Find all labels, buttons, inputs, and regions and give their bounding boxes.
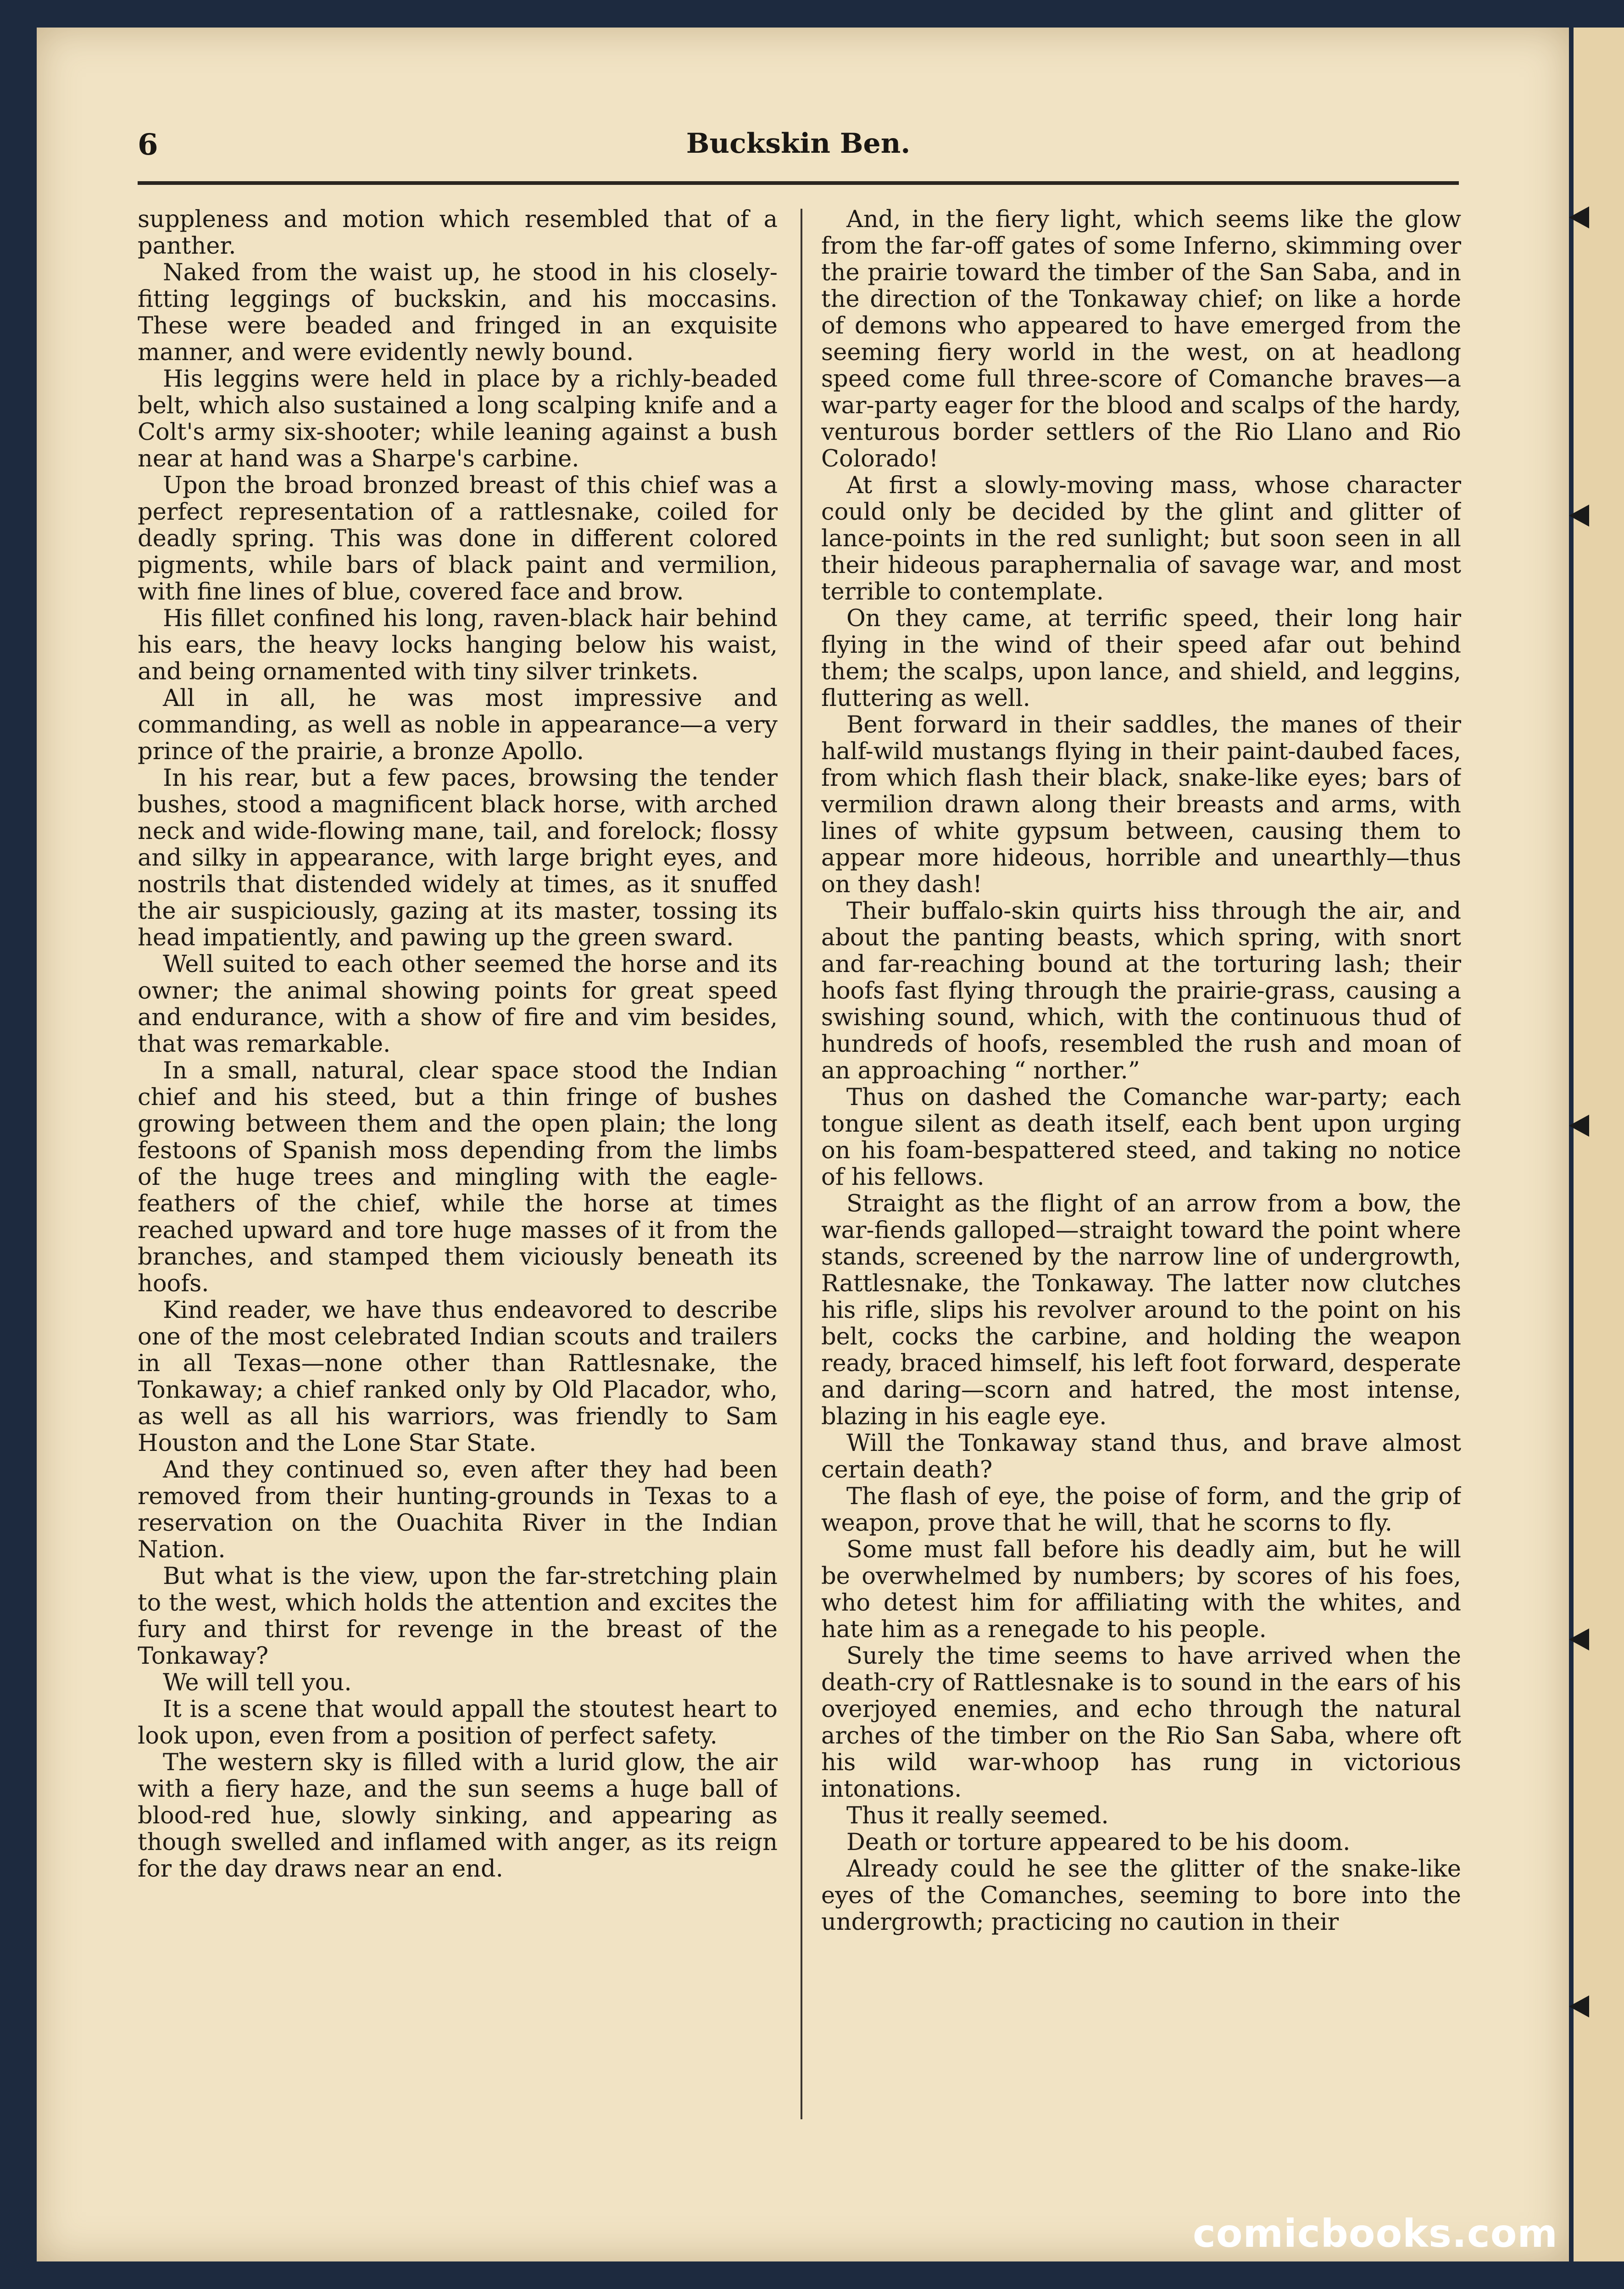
paragraph: Some must fall before his deadly aim, but he will be overwhelmed by numbers; by scores of his foes, who detest him for affiliating with the whites, and hate him as a renegade to his people.: [821, 1536, 1461, 1643]
left-column: [138, 206, 778, 2119]
paragraph: Death or torture appeared to be his doom.: [846, 1829, 1351, 1856]
paragraph: At first a slowly-moving mass, whose character could only be decided by the glint and glitter of lance-points in the red sunlight; but soon seen in all their hideous paraphernalia of savage war, and most terrible to contemplate.: [821, 472, 1461, 606]
page-header: [138, 128, 1459, 169]
page-edge-strip: [1574, 28, 1624, 2261]
paragraph: All in all, he was most impressive and commanding, as well as noble in appearance—a very prince of the prairie, a bronze Apollo.: [138, 685, 778, 765]
paragraph: Already could he see the glitter of the snake-like eyes of the Comanches, seeming to bore into the undergrowth; practicing no caution in their: [821, 1856, 1461, 1936]
staple-mark-icon: [1569, 1995, 1589, 2017]
paragraph: suppleness and motion which resembled that of a panther.: [138, 206, 778, 260]
right-column: [821, 206, 1461, 2119]
paragraph: His fillet confined his long, raven-black hair behind his ears, the heavy locks hanging below his waist, and being ornamented with tiny silver trinkets.: [138, 605, 778, 685]
staple-mark-icon: [1569, 206, 1589, 228]
paragraph: In his rear, but a few paces, browsing the tender bushes, stood a magnificent black horse, with arched neck and wide-flowing mane, tail, and forelock; flossy and silky in appearance, with large bright eyes, and nostrils that distended widely at times, as it snuffed the air suspiciously, gazing at its master, tossing its head impatiently, and pawing up the green sward.: [138, 765, 778, 951]
paragraph: Will the Tonkaway stand thus, and brave almost certain death?: [821, 1430, 1461, 1483]
paragraph: Thus it really seemed.: [846, 1802, 1109, 1829]
paragraph: Surely the time seems to have arrived when the death-cry of Rattlesnake is to sound in the ears of his overjoyed enemies, and echo through the natural arches of the timber on the Rio San Saba, where oft his wild war-whoop has rung in victorious intonations.: [821, 1643, 1461, 1803]
paragraph: The western sky is filled with a lurid glow, the air with a fiery haze, and the sun seems a huge ball of blood-red hue, slowly sinking, and appearing as though swelled and inflamed with anger, as its reign for the day draws near an end.: [138, 1749, 778, 1883]
paragraph: And they continued so, even after they had been removed from their hunting-grounds in Texas to a reservation on the Ouachita River in the Indian Nation.: [138, 1456, 778, 1563]
staple-mark-icon: [1569, 1115, 1589, 1137]
paragraph: It is a scene that would appall the stoutest heart to look upon, even from a position of perfect safety.: [138, 1696, 778, 1750]
paragraph: In a small, natural, clear space stood the Indian chief and his steed, but a thin fringe of bushes growing between them and the open plain; the long festoons of Spanish moss depending from the limbs of the huge trees and mingling with the eagle-feathers of the chief, while the horse at times reached upward and tore huge masses of it from the branches, and stamped them viciously beneath its hoofs.: [138, 1057, 778, 1297]
staple-mark-icon: [1569, 1628, 1589, 1650]
paragraph: But what is the view, upon the far-stretching plain to the west, which holds the attention and excites the fury and thirst for revenge in the breast of the Tonkaway?: [138, 1563, 778, 1670]
paragraph: On they came, at terrific speed, their long hair flying in the wind of their speed afar out behind them; the scalps, upon lance, and shield, and leggins, fluttering as well.: [821, 605, 1461, 712]
paragraph: We will tell you.: [163, 1669, 352, 1696]
paragraph: And, in the fiery light, which seems like the glow from the far-off gates of some Inferno, skimming over the prairie toward the timber of the San Saba, and in the direction of the Tonkaway chief; on like a horde of demons who appeared to have emerged from the seeming fiery world in the west, on at headlong speed come full three-score of Comanche braves—a war-party eager for the blood and scalps of the hardy, venturous border settlers of the Rio Llano and Rio Colorado!: [821, 206, 1461, 472]
paragraph: Kind reader, we have thus endeavored to describe one of the most celebrated Indian scouts and trailers in all Texas—none other than Rattlesnake, the Tonkaway; a chief ranked only by Old Placador, who, as well as all his warriors, was friendly to Sam Houston and the Lone Star State.: [138, 1297, 778, 1457]
page-number: 6: [138, 128, 158, 162]
paragraph: Bent forward in their saddles, the manes of their half-wild mustangs flying in their paint-daubed faces, from which flash their black, snake-like eyes; bars of vermilion drawn along their breasts and arms, with lines of white gypsum between, causing them to appear more hideous, horrible and unearthly—thus on they dash!: [821, 711, 1461, 898]
running-title: Buckskin Ben.: [686, 128, 911, 160]
paragraph: Upon the broad bronzed breast of this chief was a perfect representation of a rattlesnake, coiled for deadly spring. This was done in different colored pigments, while bars of black paint and vermilion, with fine lines of blue, covered face and brow.: [138, 472, 778, 606]
paragraph: The flash of eye, the poise of form, and the grip of weapon, prove that he will, that he scorns to fly.: [821, 1483, 1461, 1537]
paragraph: Their buffalo-skin quirts hiss through the air, and about the panting beasts, which spring, with snort and far-reaching bound at the torturing lash; their hoofs fast flying through the prairie-grass, causing a swishing sound, which, with the continuous thud of hundreds of hoofs, resembled the rush and moan of an approaching “ norther.”: [821, 898, 1461, 1084]
column-divider: [801, 209, 802, 2119]
paragraph: Well suited to each other seemed the horse and its owner; the animal showing points for great speed and endurance, with a show of fire and vim besides, that was remarkable.: [138, 951, 778, 1058]
staple-mark-icon: [1569, 505, 1589, 527]
paragraph: His leggins were held in place by a richly-beaded belt, which also sustained a long scalping knife and a Colt's army six-shooter; while leaning against a bush near at hand was a Sharpe's carbine.: [138, 366, 778, 472]
paragraph: Straight as the flight of an arrow from a bow, the war-fiends galloped—straight toward the point where stands, screened by the narrow line of undergrowth, Rattlesnake, the Tonkaway. The latter now clutches his rifle, slips his revolver around to the point on his belt, cocks the carbine, and holding the weapon ready, braced himself, his left foot forward, desperate and daring—scorn and hatred, the most intense, blazing in his eagle eye.: [821, 1190, 1461, 1430]
header-rule: [138, 181, 1459, 185]
paragraph: Thus on dashed the Comanche war-party; each tongue silent as death itself, each bent upon urging on his foam-bespattered steed, and taking no notice of his fellows.: [821, 1084, 1461, 1191]
paragraph: Naked from the waist up, he stood in his closely-fitting leggings of buckskin, and his moccasins. These were beaded and fringed in an exquisite manner, and were evidently newly bound.: [138, 259, 778, 366]
watermark: comicbooks.com: [1193, 2211, 1558, 2256]
